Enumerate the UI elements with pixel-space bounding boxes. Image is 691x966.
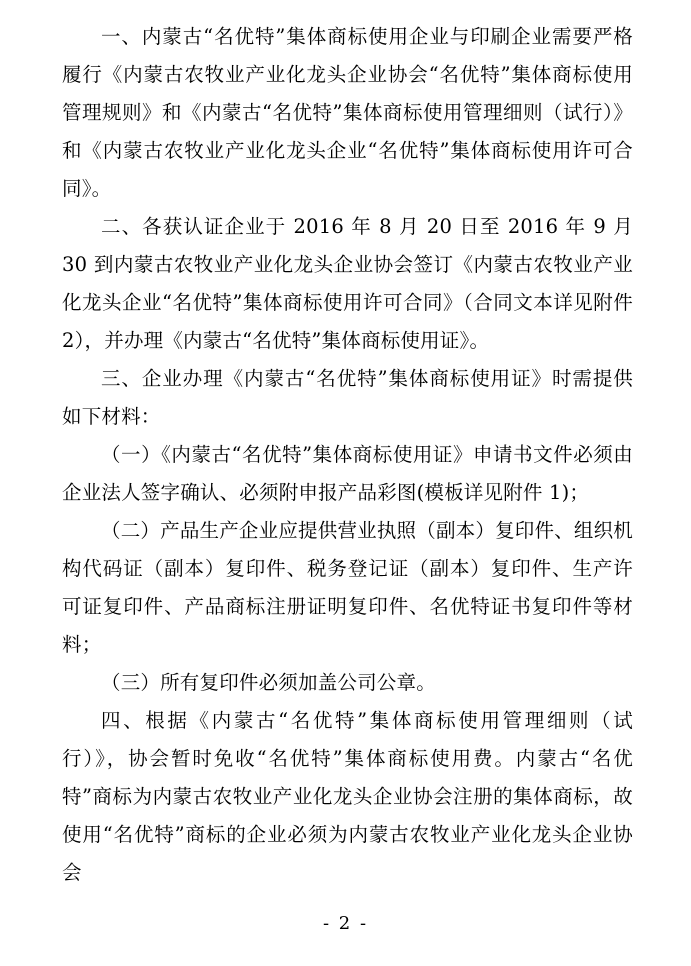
paragraph-7: 四、根据《内蒙古“名优特”集体商标使用管理细则（试行）》，协会暂时免收“名优特”集体商标使用费。内蒙古“名优特”商标为内蒙古农牧业产业化龙头企业协会注册的集体商标，故使用“名优特”商标的企业必须为内蒙古农牧业产业化龙头企业协会 xyxy=(62,709,633,884)
paragraph-2: 二、各获认证企业于 2016 年 8 月 20 日至 2016 年 9 月 30 到内蒙古农牧业产业化龙头企业协会签订《内蒙古农牧业产业化龙头企业“名优特”集体商标使用许可合同》（合同文本详见附件 2），并办理《内蒙古“名优特”集体商标使用证》。 xyxy=(62,215,633,352)
paragraph-6: （三）所有复印件必须加盖公司公章。 xyxy=(101,671,436,694)
paragraph-5: （二）产品生产企业应提供营业执照（副本）复印件、组织机构代码证（副本）复印件、税务登记证（副本）复印件、生产许可证复印件、产品商标注册证明复印件、名优特证书复印件等材料； xyxy=(62,519,633,656)
paragraph-4: （一）《内蒙古“名优特”集体商标使用证》申请书文件必须由企业法人签字确认、必须附申报产品彩图(模板详见附件 1)； xyxy=(62,443,633,504)
paragraph-1: 一、内蒙古“名优特”集体商标使用企业与印刷企业需要严格履行《内蒙古农牧业产业化龙头企业协会“名优特”集体商标使用管理规则》和《内蒙古“名优特”集体商标使用管理细则（试行）》和《内蒙古农牧业产业化龙头企业“名优特”集体商标使用许可合同》。 xyxy=(62,25,633,200)
paragraph-3: 三、企业办理《内蒙古“名优特”集体商标使用证》时需提供如下材料： xyxy=(62,367,633,428)
document-body xyxy=(62,18,633,892)
page-number: - 2 - xyxy=(322,913,369,934)
